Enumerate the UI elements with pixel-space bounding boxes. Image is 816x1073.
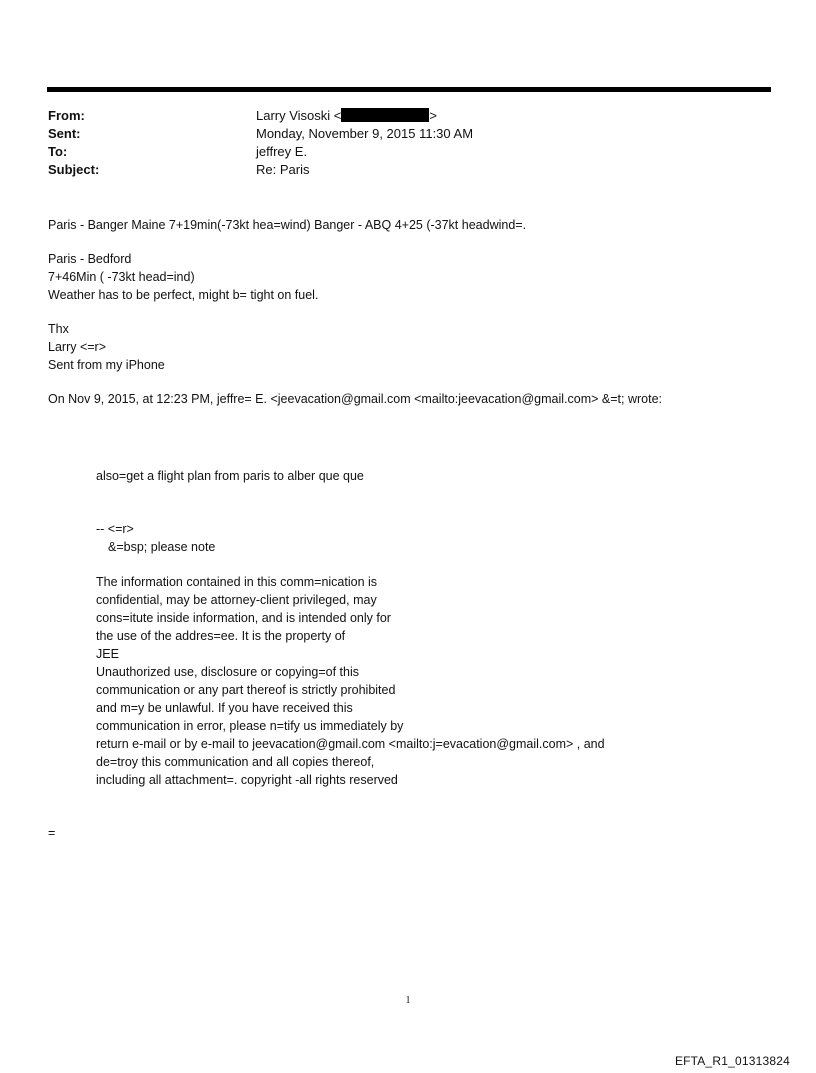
sent-value: Monday, November 9, 2015 11:30 AM	[256, 126, 474, 141]
disclaimer-line: de=troy this communication and all copies thereof,	[96, 755, 375, 769]
spacer	[48, 374, 778, 390]
to-row	[48, 143, 748, 161]
from-row	[48, 107, 748, 125]
disclaimer-line: cons=itute inside information, and is intended only for	[96, 611, 391, 625]
to-value: jeffrey E.	[256, 144, 308, 159]
disclaimer-line: communication or any part thereof is strictly prohibited	[96, 683, 396, 697]
from-label: From:	[48, 108, 85, 123]
body-line: Paris - Bedford	[48, 252, 132, 266]
spacer	[48, 304, 778, 320]
sent-label: Sent:	[48, 126, 81, 141]
disclaimer-line: The information contained in this comm=nication is	[96, 575, 378, 589]
body-line: 7+46Min ( -73kt head=ind)	[48, 270, 195, 284]
quote-intro: On Nov 9, 2015, at 12:23 PM, jeffre= E. <jeevacation@gmail.com <mailto:jeevacation@gmail.com> &=t; wrote:	[48, 392, 662, 406]
disclaimer-line: JEE	[96, 647, 119, 661]
disclaimer-line: Unauthorized use, disclosure or copying=of this	[96, 665, 359, 679]
quoted-signature	[96, 520, 776, 556]
body-line: Larry <=r>	[48, 340, 107, 354]
subject-label: Subject:	[48, 162, 100, 177]
body-line: Sent from my iPhone	[48, 358, 165, 372]
disclaimer-line: including all attachment=. copyright -all rights reserved	[96, 773, 398, 787]
disclaimer-line: confidential, may be attorney-client privileged, may	[96, 593, 377, 607]
body-line: Paris - Banger Maine 7+19min(-73kt hea=wind) Banger - ABQ 4+25 (-37kt headwind=.	[48, 218, 527, 232]
sent-row	[48, 125, 748, 143]
from-name: Larry Visoski <	[256, 108, 342, 123]
top-rule	[47, 87, 771, 92]
disclaimer-line: communication in error, please n=tify us immediately by	[96, 719, 404, 733]
disclaimer-line: and m=y be unlawful. If you have received this	[96, 701, 353, 715]
redaction-box	[341, 108, 429, 122]
message-body	[48, 216, 778, 408]
email-header	[48, 107, 748, 179]
spacer	[48, 234, 778, 250]
from-suffix: >	[429, 108, 437, 123]
from-value	[256, 107, 437, 125]
trailer	[48, 824, 778, 842]
signature-line: -- <=r>	[96, 522, 134, 536]
subject-value: Re: Paris	[256, 162, 310, 177]
signature-line: &=bsp; please note	[108, 540, 216, 554]
disclaimer-line: return e-mail or by e-mail to jeevacation@gmail.com <mailto:j=evacation@gmail.com> , and	[96, 737, 605, 751]
page-number: 1	[405, 995, 411, 1006]
quoted-message	[96, 467, 776, 485]
trailer-text: =	[48, 826, 56, 840]
disclaimer-line: the use of the addres=ee. It is the property of	[96, 629, 346, 643]
quoted-request: also=get a flight plan from paris to alber que que	[96, 469, 364, 483]
body-line: Weather has to be perfect, might b= tight on fuel.	[48, 288, 319, 302]
body-line: Thx	[48, 322, 69, 336]
subject-row	[48, 161, 748, 179]
to-label: To:	[48, 144, 68, 159]
bates-number: EFTA_R1_01313824	[674, 1054, 790, 1068]
disclaimer	[96, 573, 776, 789]
